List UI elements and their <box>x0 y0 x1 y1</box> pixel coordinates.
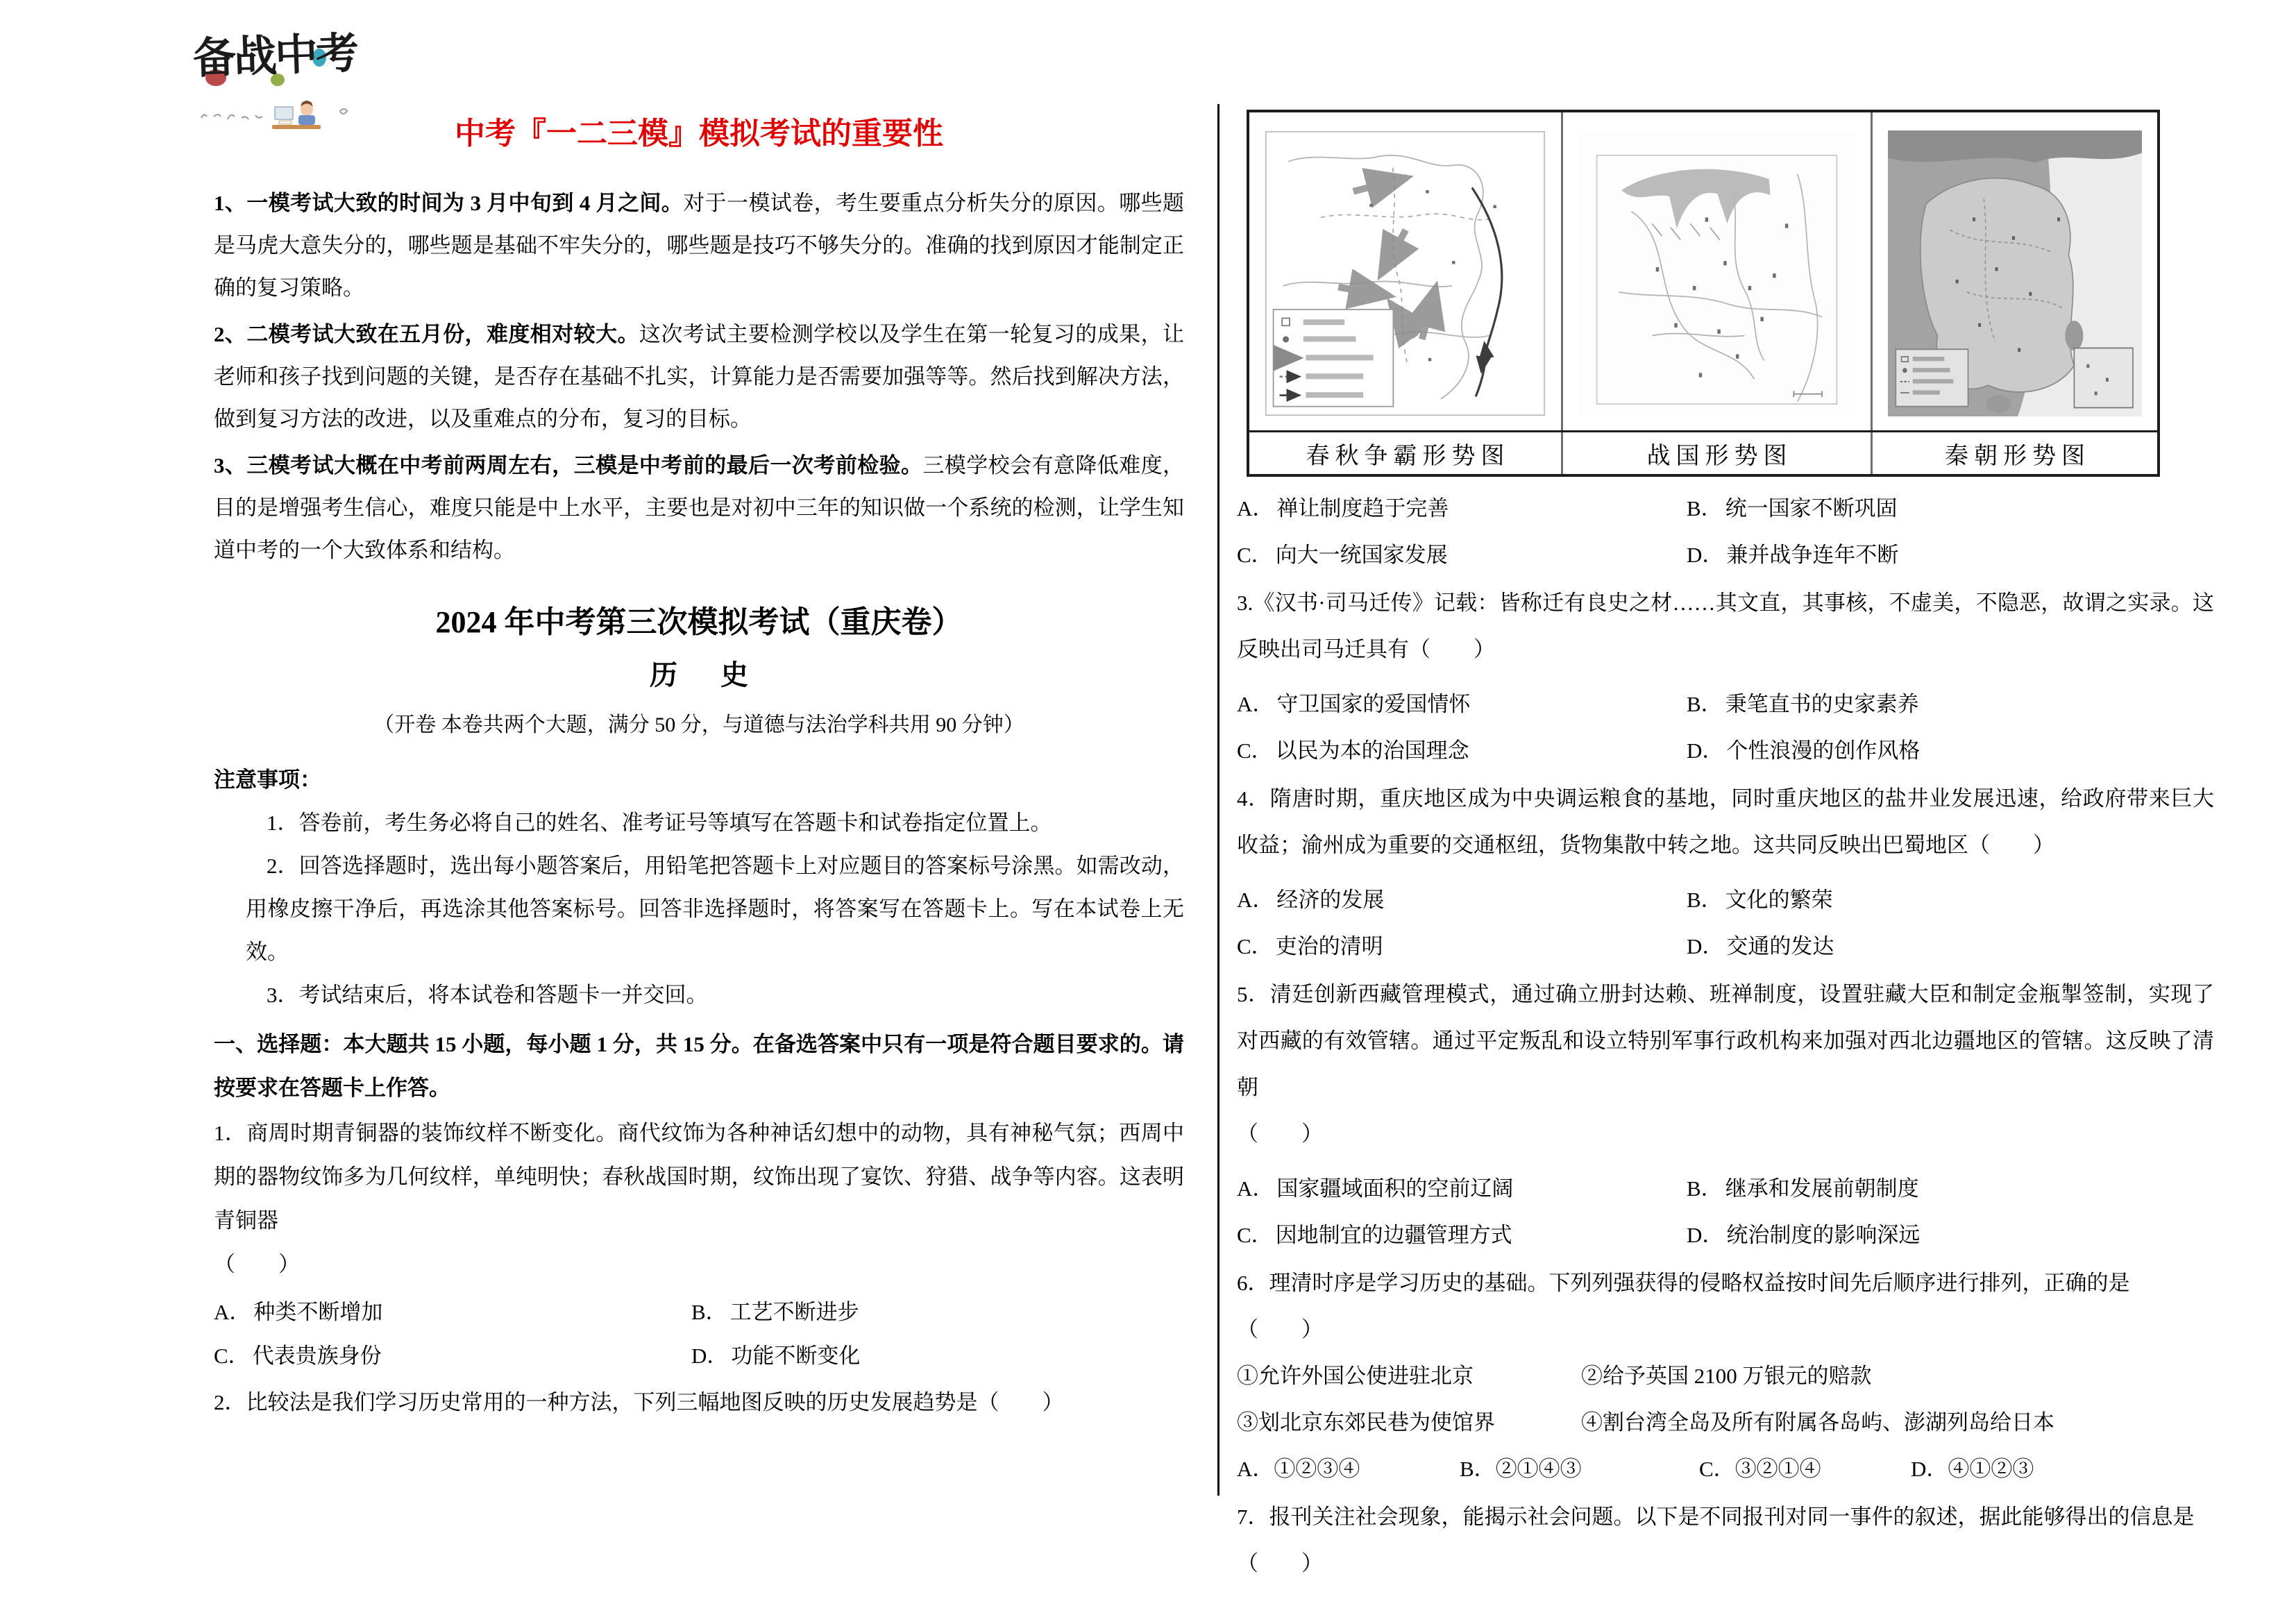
question-4-answer-bracket: （ ） <box>1968 833 2054 857</box>
notice-item-3: 3．考试结束后，将本试卷和答题卡一并交回。 <box>267 983 708 1007</box>
exam-subject: 历 史 <box>650 659 766 691</box>
question-6-text: 6．理清时序是学习历史的基础。下列列强获得的侵略权益按时间先后顺序进行排列，正确的是 <box>1237 1271 2130 1295</box>
question-6-options <box>1237 1446 2214 1492</box>
question-3-answer-bracket: （ ） <box>1409 637 1495 661</box>
option-text: 工艺不断进步 <box>729 1300 859 1324</box>
map-legend <box>1274 310 1394 407</box>
question-2-map-table <box>1247 110 2160 477</box>
option-text: 功能不断变化 <box>731 1344 861 1368</box>
option-text: 经济的发展 <box>1276 888 1385 912</box>
map-spring-autumn-hegemony <box>1249 112 1563 430</box>
intro-paragraph-3-body: 三模学校会有意降低难度，目的是增强考生信心，难度只能是中上水平，主要也是对初中三年的知识做一个系统的检测，让学生知道中考的一个大致体系和结构。 <box>214 453 1184 562</box>
question-6-sequence-items <box>1237 1353 2214 1446</box>
question-5-option-b <box>1687 1165 2214 1212</box>
question-2-option-c <box>1237 532 1687 578</box>
option-label: B． <box>1687 1176 1723 1201</box>
question-1-option-c <box>214 1334 691 1378</box>
question-6-answer-bracket: （ ） <box>1237 1317 1323 1342</box>
question-5-options <box>1237 1165 2214 1258</box>
question-7-text: 7．报刊关注社会现象，能揭示社会问题。以下是不同报刊对同一事件的叙述，据此能够得出的信息是 <box>1237 1505 2195 1529</box>
map-caption-spring-autumn: 春秋争霸形势图 <box>1249 432 1563 474</box>
question-1-stem <box>214 1111 1184 1242</box>
option-text: 继承和发展前朝制度 <box>1725 1176 1919 1201</box>
option-label: C． <box>1237 934 1273 958</box>
question-3-option-d <box>1687 727 2214 774</box>
option-label: C． <box>1699 1457 1735 1481</box>
question-1-option-a <box>214 1290 691 1334</box>
option-text: 个性浪漫的创作风格 <box>1726 738 1921 763</box>
question-4-stem <box>1237 775 2214 868</box>
exam-title: 2024 年中考第三次模拟考试（重庆卷） <box>435 605 963 639</box>
question-6-stem <box>1237 1260 2214 1306</box>
map-warring-states-graphic <box>1578 130 1855 416</box>
option-label: C． <box>214 1344 250 1368</box>
column-divider <box>1217 104 1219 1496</box>
option-text: 国家疆域面积的空前辽阔 <box>1276 1176 1514 1201</box>
question-2-option-a <box>1237 485 1687 532</box>
option-label: B． <box>1460 1457 1496 1481</box>
question-5-text: 5．清廷创新西藏管理模式，通过确立册封达赖、班禅制度，设置驻藏大臣和制定金瓶掣签制，实现了对西藏的有效管辖。通过平定叛乱和设立特别军事行政机构来加强对西北边疆地区的管辖。这反映了清朝 <box>1237 982 2214 1099</box>
option-text: ④①②③ <box>1948 1457 2034 1481</box>
option-label: B． <box>1687 692 1723 716</box>
question-1-options <box>214 1290 1184 1378</box>
map-qin-graphic <box>1888 130 2142 416</box>
option-text: 统一国家不断巩固 <box>1725 496 1898 521</box>
question-5-option-d <box>1687 1212 2214 1258</box>
intro-title: 中考『一二三模』模拟考试的重要性 <box>455 117 943 151</box>
question-4-option-d <box>1687 923 2214 970</box>
notice-item-1: 1．答卷前，考生务必将自己的姓名、准考证号等填写在答题卡和试卷指定位置上。 <box>267 811 1052 835</box>
question-3-stem <box>1237 580 2214 673</box>
map-spring-autumn-graphic <box>1265 130 1546 416</box>
option-text: 交通的发达 <box>1726 934 1834 958</box>
intro-paragraph-2-body: 这次考试主要检测学校以及学生在第一轮复习的成果，让老师和孩子找到问题的关键，是否存在基础不扎实，计算能力是否需要加强等等。然后找到解决方法，做到复习方法的改进，以及重难点的分布，复习的目标。 <box>214 322 1185 431</box>
logo-brand-text: 备战中考 <box>192 29 358 83</box>
right-column <box>1237 105 2214 1587</box>
option-label: D． <box>1687 1223 1724 1247</box>
option-label: D． <box>1687 738 1724 763</box>
map-caption-qin: 秦朝形势图 <box>1945 443 2091 469</box>
question-7-stem <box>1237 1494 2214 1540</box>
option-label: D． <box>1687 934 1724 958</box>
option-label: D． <box>1911 1457 1948 1481</box>
map-caption-row <box>1249 430 2157 474</box>
question-1-option-d <box>691 1334 1184 1378</box>
option-text: 向大一统国家发展 <box>1275 543 1448 567</box>
question-1-answer-bracket: （ ） <box>214 1252 300 1276</box>
option-label: B． <box>691 1300 727 1324</box>
question-2-option-d <box>1687 532 2214 578</box>
question-4-options <box>1237 877 2214 970</box>
option-text: 禅让制度趋于完善 <box>1276 496 1449 521</box>
question-2-option-b <box>1687 485 2214 532</box>
intro-paragraph-2 <box>214 313 1184 440</box>
question-7-answer-bracket: （ ） <box>1237 1551 1323 1575</box>
question-3-text: 3.《汉书·司马迁传》记载：皆称迁有良史之材……其文直，其事核，不虚美，不隐恶，故谓之实录。这反映出司马迁具有 <box>1237 591 2214 661</box>
map-caption-warring-states: 战国形势图 <box>1563 432 1873 474</box>
exam-meta: （开卷 本卷共两个大题，满分 50 分，与道德与法治学科共用 90 分钟） <box>373 713 1024 736</box>
option-text: 守卫国家的爱国情怀 <box>1276 692 1471 716</box>
question-5-option-a <box>1237 1165 1687 1212</box>
option-label: A． <box>1237 1176 1274 1201</box>
question-6-option-d <box>1911 1446 2214 1492</box>
option-text: 统治制度的影响深远 <box>1726 1223 1921 1247</box>
intro-paragraph-3-lead: 3、三模考试大概在中考前两周左右，三模是中考前的最后一次考前检验。 <box>214 453 923 477</box>
question-6-option-c <box>1699 1446 1911 1492</box>
map-inset-box <box>2074 348 2133 407</box>
question-4-text: 4．隋唐时期，重庆地区成为中央调运粮食的基地，同时重庆地区的盐井业发展迅速，给政府带来巨大收益；渝州成为重要的交通枢纽，货物集散中转之地。这共同反映出巴蜀地区 <box>1237 786 2214 857</box>
option-text: 种类不断增加 <box>253 1300 383 1324</box>
option-label: B． <box>1687 496 1723 521</box>
question-4-option-a <box>1237 877 1687 923</box>
option-text: 秉笔直书的史家素养 <box>1725 692 1919 716</box>
question-2-text: 2．比较法是我们学习历史常用的一种方法，下列三幅地图反映的历史发展趋势是 <box>214 1390 978 1414</box>
option-label: C． <box>1237 1223 1273 1247</box>
option-text: ②①④③ <box>1495 1457 1582 1481</box>
question-6-option-a <box>1237 1446 1460 1492</box>
question-6-option-b <box>1460 1446 1699 1492</box>
option-text: 兼并战争连年不断 <box>1726 543 1899 567</box>
question-3-option-c <box>1237 727 1687 774</box>
option-text: 吏治的清明 <box>1275 934 1383 958</box>
question-1-text: 1．商周时期青铜器的装饰纹样不断变化。商代纹饰为各种神话幻想中的动物，具有神秘气氛；西周中期的器物纹饰多为几何纹样，单纯明快；春秋战国时期，纹饰出现了宴饮、狩猎、战争等内容。这表明青铜器 <box>214 1121 1184 1233</box>
notice-heading: 注意事项： <box>214 768 321 792</box>
question-4-option-b <box>1687 877 2214 923</box>
option-text: 因地制宜的边疆管理方式 <box>1275 1223 1512 1247</box>
option-label: C． <box>1237 543 1273 567</box>
option-text: 代表贵族身份 <box>252 1344 382 1368</box>
question-6-item-1: ①允许外国公使进驻北京 <box>1237 1364 1474 1388</box>
option-label: C． <box>1237 738 1273 763</box>
intro-paragraph-2-lead: 2、二模考试大致在五月份，难度相对较大。 <box>214 322 639 346</box>
intro-paragraph-3 <box>214 444 1184 571</box>
option-label: A． <box>1237 1457 1274 1481</box>
question-4-option-c <box>1237 923 1687 970</box>
map-qin-dynasty <box>1873 112 2157 430</box>
intro-paragraph-1 <box>214 182 1184 309</box>
option-label: A． <box>214 1300 251 1324</box>
option-label: D． <box>691 1344 729 1368</box>
option-label: A． <box>1237 692 1274 716</box>
option-label: A． <box>1237 496 1274 521</box>
map-warring-states <box>1563 112 1873 430</box>
map-legend <box>1896 349 1968 406</box>
intro-paragraph-1-lead: 1、一模考试大致的时间为 3 月中旬到 4 月之间。 <box>214 191 684 215</box>
question-6-item-3: ③划北京东郊民巷为使馆界 <box>1237 1410 1495 1435</box>
intro-paragraph-1-body: 对于一模试卷，考生要重点分析失分的原因。哪些题是马虎大意失分的，哪些题是基础不牢失分的，哪些题是技巧不够失分的。准确的找到原因才能制定正确的复习策略。 <box>214 191 1185 300</box>
left-column <box>214 115 1184 1424</box>
option-text: ③②①④ <box>1734 1457 1821 1481</box>
question-5-answer-bracket: （ ） <box>1237 1122 1323 1146</box>
map-row <box>1249 112 2157 430</box>
option-label: D． <box>1687 543 1724 567</box>
question-5-option-c <box>1237 1212 1687 1258</box>
section-one-title: 一、选择题：本大题共 15 小题，每小题 1 分，共 15 分。在备选答案中只有一项是符合题目要求的。请按要求在答题卡上作答。 <box>214 1032 1184 1100</box>
notice-item-2: 2．回答选择题时，选出每小题答案后，用铅笔把答题卡上对应题目的答案标号涂黑。如需改动，用橡皮擦干净后，再选涂其他答案标号。回答非选择题时，将答案写在答题卡上。写在本试卷上无效。 <box>246 854 1184 964</box>
question-6-item-2: ②给予英国 2100 万银元的赔款 <box>1581 1364 1872 1388</box>
option-text: 以民为本的治国理念 <box>1275 738 1469 763</box>
option-label: A． <box>1237 888 1274 912</box>
option-text: 文化的繁荣 <box>1725 888 1833 912</box>
question-5-stem <box>1237 971 2214 1110</box>
question-6-item-4: ④割台湾全岛及所有附属各岛屿、澎湖列岛给日本 <box>1581 1410 2054 1435</box>
option-label: B． <box>1687 888 1723 912</box>
question-2-answer-bracket: （ ） <box>977 1390 1064 1414</box>
question-3-options <box>1237 681 2214 774</box>
question-3-option-a <box>1237 681 1687 727</box>
question-2-options <box>1237 485 2214 578</box>
question-1-option-b <box>691 1290 1184 1334</box>
option-text: ①②③④ <box>1274 1457 1360 1481</box>
question-2-stem <box>214 1380 1184 1424</box>
question-3-option-b <box>1687 681 2214 727</box>
